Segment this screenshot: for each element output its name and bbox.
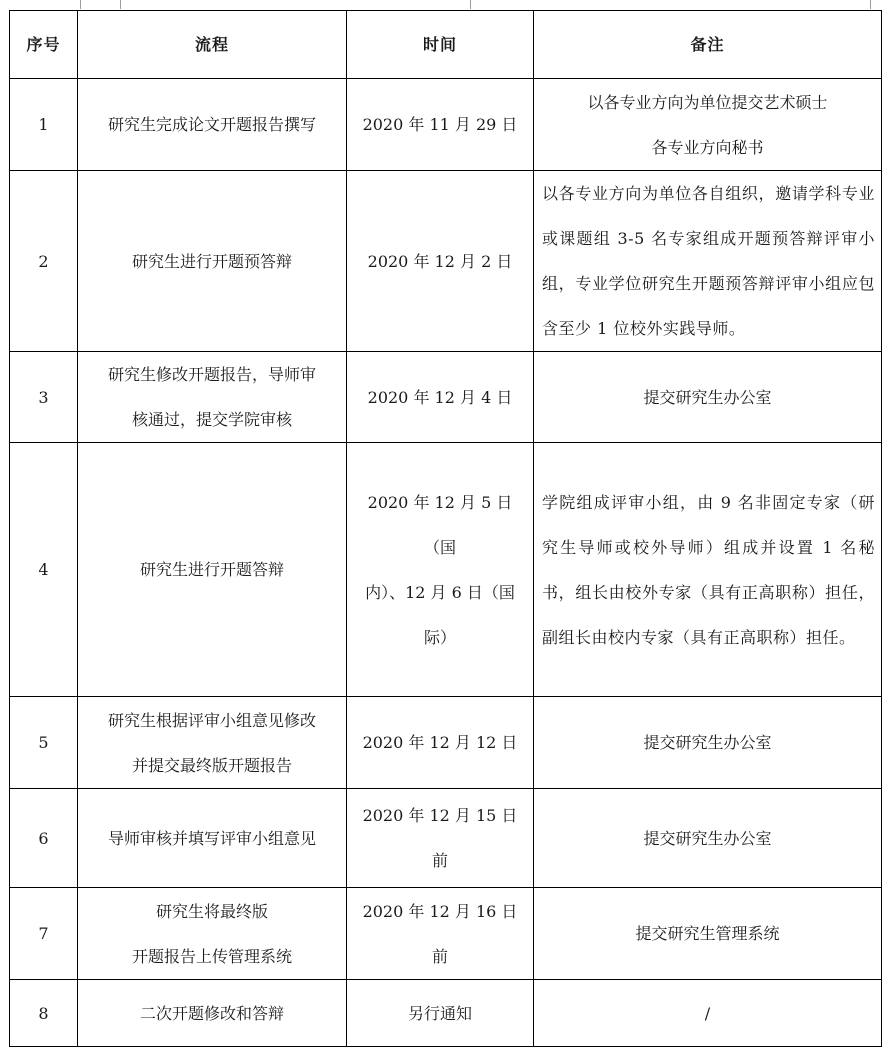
- row-index: 7: [10, 888, 78, 980]
- process-line: 研究生进行开题答辩: [139, 560, 284, 579]
- top-rule-mark: [80, 0, 81, 9]
- row-process: [78, 980, 347, 1047]
- time-line: 2020 年 12 月 2 日: [367, 251, 513, 271]
- table-row: [10, 79, 882, 171]
- time-line: 内）、12 月 6 日（国: [365, 582, 515, 602]
- note-line: 提交研究生管理系统: [635, 924, 780, 943]
- time-line: 际）: [423, 627, 456, 647]
- time-line: 2020 年 12 月 16 日前: [362, 901, 518, 966]
- row-process: [78, 888, 347, 980]
- table-row: [10, 697, 882, 789]
- row-time: [347, 980, 534, 1047]
- process-line: 核通过，提交学院审核: [131, 410, 292, 429]
- row-index: 4: [10, 443, 78, 697]
- time-line: 2020 年 12 月 12 日: [362, 733, 518, 752]
- time-line: 2020 年 11 月 29 日: [362, 115, 518, 134]
- process-line: 研究生进行开题预答辩: [131, 251, 292, 271]
- row-time: [347, 443, 534, 697]
- note-line: 提交研究生办公室: [643, 828, 772, 848]
- table-row: [10, 980, 882, 1047]
- row-note: [534, 443, 882, 697]
- note-line: /: [704, 1003, 711, 1023]
- row-process: [78, 443, 347, 697]
- row-time: [347, 888, 534, 980]
- proposal-schedule-table: [9, 10, 882, 1047]
- note-line: 以各专业方向为单位提交艺术硕士: [587, 92, 828, 112]
- table-row: [10, 789, 882, 888]
- row-time: [347, 79, 534, 171]
- note-line: 各专业方向秘书: [651, 137, 764, 157]
- note-line: 提交研究生办公室: [643, 387, 772, 407]
- header-index: 序号: [10, 11, 78, 79]
- row-note: [534, 980, 882, 1047]
- row-index: 3: [10, 352, 78, 443]
- time-line: 2020 年 12 月 4 日: [367, 387, 513, 407]
- row-note: [534, 171, 882, 352]
- table-row: [10, 888, 882, 980]
- header-process: 流程: [78, 11, 347, 79]
- process-line: 二次开题修改和答辩: [139, 1003, 284, 1023]
- note-paragraph: 学院组成评审小组，由 9 名非固定专家（研究生导师或校外导师）组成并设置 1 名秘书，组长由校外专家（具有正高职称）担任，副组长由校内专家（具有正高职称）担任。: [542, 492, 875, 647]
- page-top-marks: [0, 0, 891, 10]
- row-time: [347, 352, 534, 443]
- row-process: [78, 352, 347, 443]
- row-time: [347, 789, 534, 888]
- process-line: 并提交最终版开题报告: [131, 755, 292, 775]
- process-line: 研究生根据评审小组意见修改: [107, 710, 316, 730]
- header-time: 时间: [347, 11, 534, 79]
- top-rule-mark: [870, 0, 871, 9]
- table-row: [10, 171, 882, 352]
- row-index: 1: [10, 79, 78, 171]
- note-paragraph: 以各专业方向为单位各自组织，邀请学科专业或课题组 3-5 名专家组成开题预答辩评审小组，专业学位研究生开题预答辩评审小组应包含至少 1 位校外实践导师。: [542, 184, 875, 338]
- row-process: [78, 789, 347, 888]
- row-note: [534, 697, 882, 789]
- process-line: 研究生将最终版: [155, 901, 268, 921]
- time-line: 2020 年 12 月 15 日前: [362, 806, 518, 870]
- top-rule-mark: [470, 0, 471, 9]
- note-line: 提交研究生办公室: [643, 733, 772, 752]
- time-line: 2020 年 12 月 5 日（国: [367, 492, 513, 557]
- process-line: 开题报告上传管理系统: [131, 946, 292, 966]
- table-row: [10, 352, 882, 443]
- row-index: 2: [10, 171, 78, 352]
- row-time: [347, 697, 534, 789]
- row-index: 5: [10, 697, 78, 789]
- process-line: 研究生完成论文开题报告撰写: [107, 115, 316, 134]
- top-rule-mark: [120, 0, 121, 9]
- row-note: [534, 79, 882, 171]
- table-header-row: [10, 11, 882, 79]
- process-line: 研究生修改开题报告，导师审: [107, 365, 316, 384]
- table-row: [10, 443, 882, 697]
- row-index: 6: [10, 789, 78, 888]
- process-line: 导师审核并填写评审小组意见: [107, 828, 316, 848]
- row-note: [534, 352, 882, 443]
- row-process: [78, 171, 347, 352]
- header-note: 备注: [534, 11, 882, 79]
- row-note: [534, 888, 882, 980]
- row-process: [78, 79, 347, 171]
- row-note: [534, 789, 882, 888]
- row-time: [347, 171, 534, 352]
- row-index: 8: [10, 980, 78, 1047]
- time-line: 另行通知: [407, 1003, 472, 1023]
- row-process: [78, 697, 347, 789]
